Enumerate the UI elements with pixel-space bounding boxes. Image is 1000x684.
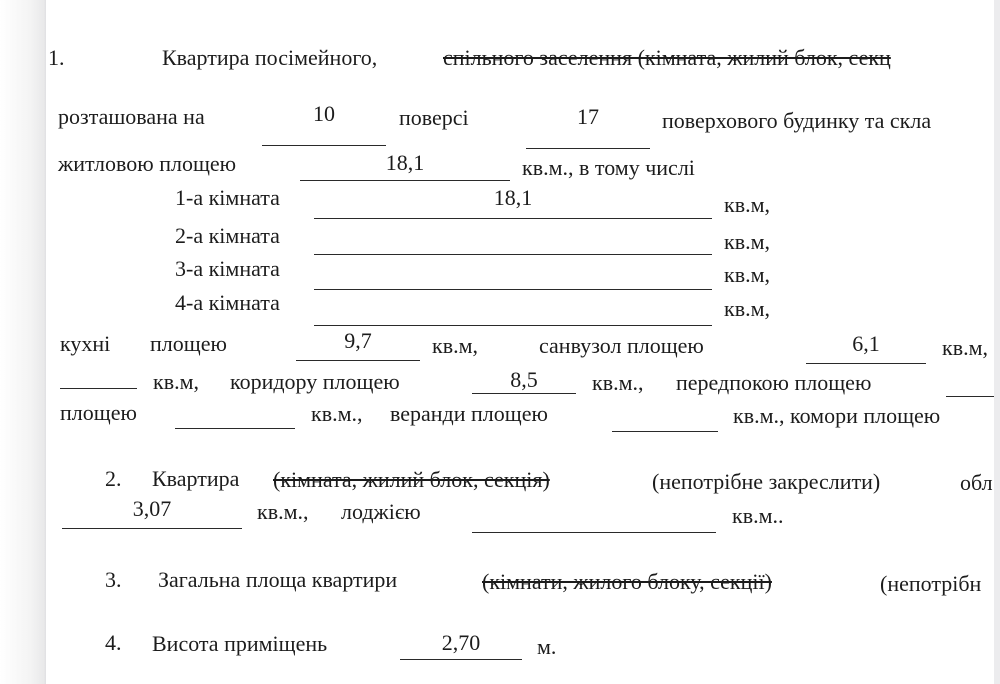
veranda-unit: кв.м., комори площею	[733, 403, 941, 428]
room-line	[314, 218, 712, 219]
row-c-unit: кв.м.,	[311, 401, 363, 426]
located-label: розташована на	[58, 104, 205, 129]
corridor-line	[472, 393, 576, 394]
room-label: 1-а кімната	[175, 185, 280, 210]
balcony-unit: кв.м.,	[257, 499, 309, 524]
room-line	[314, 254, 712, 255]
row-b-unit: кв.м,	[153, 369, 199, 394]
item2-number: 2.	[105, 466, 122, 491]
room-unit: кв.м,	[724, 192, 770, 217]
item4-title: Висота приміщень	[152, 631, 328, 656]
kitchen-line	[296, 360, 420, 361]
living-area-label: житловою площею	[58, 151, 237, 176]
loggia-unit: кв.м..	[732, 503, 784, 528]
item1-title-struck: спільного заселення (кімната, жилий блок, секц	[443, 45, 891, 70]
veranda-line	[612, 431, 718, 432]
corridor-label: коридору площею	[230, 369, 400, 394]
item1-title: Квартира посімейного,	[162, 45, 378, 70]
balcony-value: 3,07	[132, 496, 172, 521]
room-label: 4-а кімната	[175, 290, 280, 315]
bathroom-label: санвузол площею	[539, 333, 704, 358]
item1-number: 1.	[48, 45, 65, 70]
floor-value: 10	[313, 101, 335, 126]
height-unit: м.	[537, 634, 557, 659]
total-floors-value: 17	[577, 104, 599, 129]
kitchen-label-a: кухні	[60, 331, 111, 356]
item2-title: Квартира	[152, 466, 240, 491]
room-unit: кв.м,	[724, 296, 770, 321]
kitchen-value: 9,7	[344, 328, 372, 353]
room-label: 3-а кімната	[175, 256, 280, 281]
blank-line	[60, 388, 137, 389]
item3-number: 3.	[105, 567, 122, 592]
living-area-unit: кв.м., в тому числі	[522, 155, 695, 180]
living-area-line	[300, 180, 510, 181]
kitchen-unit: кв.м,	[432, 333, 478, 358]
hallway-line	[946, 396, 994, 397]
page-edge	[994, 0, 1000, 684]
item3-title-struck: (кімнати, жилого блоку, секції)	[482, 569, 772, 594]
loggia-label: лоджією	[341, 499, 421, 524]
item2-trailing: обл	[960, 470, 993, 495]
total-floors-line	[526, 148, 650, 149]
item3-note: (непотрібн	[880, 571, 982, 596]
room-unit: кв.м,	[724, 229, 770, 254]
floor-line	[262, 145, 386, 146]
room-line	[314, 289, 712, 290]
page-gutter	[0, 0, 46, 684]
height-value: 2,70	[441, 630, 481, 655]
item2-title-struck: (кімната, жилий блок, секція)	[273, 467, 550, 492]
kitchen-label-b: площею	[150, 331, 227, 356]
building-label: поверхового будинку та скла	[662, 108, 932, 133]
item4-number: 4.	[105, 630, 122, 655]
balcony-line	[62, 528, 242, 529]
loggia-line	[472, 532, 716, 533]
living-area-value: 18,1	[385, 150, 425, 175]
item2-note: (непотрібне закреслити)	[652, 469, 881, 494]
row-c-label: площею	[60, 400, 137, 425]
room-value: 18,1	[493, 185, 533, 210]
bathroom-value: 6,1	[852, 331, 880, 356]
floor-label: поверсі	[399, 105, 469, 130]
room-unit: кв.м,	[724, 262, 770, 287]
hallway-label: передпокою площею	[676, 370, 872, 395]
room-label: 2-а кімната	[175, 223, 280, 248]
height-line	[400, 659, 522, 660]
corridor-value: 8,5	[510, 367, 538, 392]
bathroom-unit: кв.м,	[942, 335, 988, 360]
veranda-label: веранди площею	[390, 401, 548, 426]
item3-title: Загальна площа квартири	[158, 567, 398, 592]
room-line	[314, 325, 712, 326]
bathroom-line	[806, 363, 926, 364]
blank-line	[175, 428, 295, 429]
corridor-unit: кв.м.,	[592, 370, 644, 395]
